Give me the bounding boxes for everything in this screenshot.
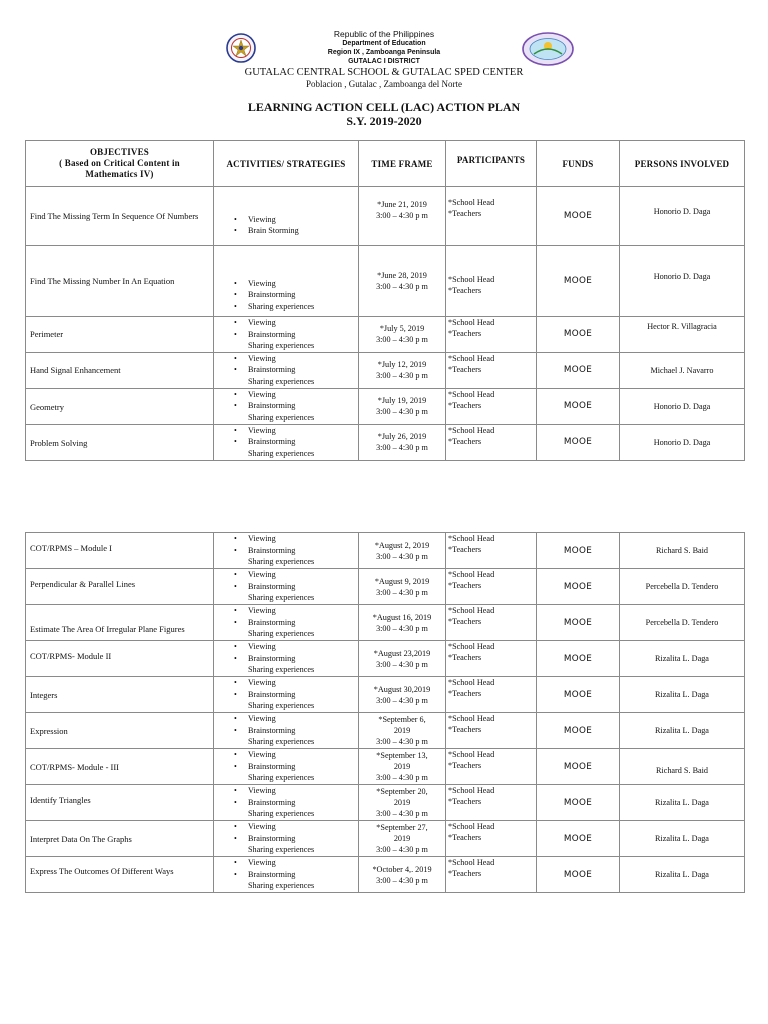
time-text: 3:00 – 4:30 p m	[376, 773, 428, 782]
time-text: 3:00 – 4:30 p m	[376, 335, 428, 345]
table-row	[26, 187, 745, 246]
time-text: 3:00 – 4:30 p m	[376, 875, 428, 885]
funds-cell: MOOE	[537, 785, 620, 821]
date-year-text: 2019	[393, 798, 411, 807]
activities-cell	[214, 785, 359, 821]
participants-cell	[446, 677, 537, 713]
participants-cell	[446, 424, 537, 460]
table-row	[26, 317, 745, 353]
participants-cell	[446, 533, 537, 569]
funds-cell: MOOE	[537, 677, 620, 713]
time-text: 3:00 – 4:30 p m	[376, 371, 428, 380]
activity-item: • Viewing	[248, 317, 358, 329]
objective-cell: Perimeter	[26, 317, 214, 353]
person-cell: Rizalita L. Daga	[620, 641, 745, 677]
date-text: *September 20,	[376, 787, 428, 796]
table-row	[26, 641, 745, 677]
table-header-row	[26, 141, 745, 187]
objective-cell: Geometry	[26, 388, 214, 424]
participants-cell	[446, 749, 537, 785]
person-cell: Honorio D. Daga	[620, 246, 745, 317]
activities-cell	[214, 641, 359, 677]
activities-cell	[214, 388, 359, 424]
activity-item: • Viewing	[248, 214, 358, 226]
activity-item: • Brainstorming	[248, 400, 358, 412]
activity-item: Sharing experiences	[248, 665, 315, 675]
objective-cell: COT/RPMS- Module II	[26, 641, 214, 677]
time-text: 3:00 – 4:30 p m	[376, 809, 428, 818]
participant-item: *Teachers	[448, 797, 482, 806]
objective-cell: Find The Missing Number In An Equation	[26, 246, 214, 317]
funds-cell: MOOE	[537, 857, 620, 893]
participant-item: *School Head	[448, 425, 495, 435]
participant-item: *School Head	[448, 678, 495, 687]
activity-item: • Brainstorming	[248, 761, 358, 773]
participants-cell	[446, 857, 537, 893]
table-row	[26, 785, 745, 821]
date-year-text: 2019	[393, 834, 411, 843]
funds-cell: MOOE	[537, 641, 620, 677]
funds-cell: MOOE	[537, 352, 620, 388]
funds-cell: MOOE	[537, 424, 620, 460]
person-cell: Rizalita L. Daga	[620, 857, 745, 893]
activity-item: • Brainstorming	[248, 364, 358, 376]
time-text: 3:00 – 4:30 p m	[376, 211, 428, 220]
participant-item: *Teachers	[448, 329, 482, 338]
activity-item: • Brainstorming	[248, 545, 358, 557]
date-text: *September 27,	[376, 823, 428, 832]
republic-line: Republic of the Philippines	[333, 29, 435, 39]
time-frame-cell	[359, 821, 446, 857]
participant-item: *School Head	[448, 606, 495, 615]
participant-item: *School Head	[448, 750, 495, 759]
objective-cell: Find The Missing Term In Sequence Of Numbers	[26, 187, 214, 246]
objective-cell: Identify Triangles	[26, 785, 214, 821]
time-frame-cell	[359, 605, 446, 641]
date-text: *June 21, 2019	[377, 200, 427, 209]
table-row	[26, 533, 745, 569]
date-text: *June 28, 2019	[377, 271, 427, 280]
activity-item: Sharing experiences	[248, 809, 315, 819]
table-row	[26, 857, 745, 893]
objectives-header-label: OBJECTIVES	[89, 147, 150, 157]
action-plan-table-2	[25, 532, 745, 893]
participant-item: *School Head	[448, 642, 495, 651]
school-address: Poblacion , Gutalac , Zamboanga del Norte	[306, 79, 462, 89]
time-text: 3:00 – 4:30 p m	[376, 587, 428, 597]
date-text: *October 4,. 2019	[372, 864, 432, 874]
participant-item: *Teachers	[448, 286, 482, 295]
participant-item: *Teachers	[448, 209, 482, 218]
activities-cell	[214, 605, 359, 641]
activities-cell	[214, 317, 359, 353]
activity-item: • Viewing	[248, 641, 358, 653]
person-cell: Rizalita L. Daga	[620, 785, 745, 821]
objective-cell: Integers	[26, 677, 214, 713]
objective-cell: Expression	[26, 713, 214, 749]
funds-cell: MOOE	[537, 605, 620, 641]
person-cell: Richard S. Baid	[620, 533, 745, 569]
person-cell: Honorio D. Daga	[620, 388, 745, 424]
objective-cell: Estimate The Area Of Irregular Plane Figures	[26, 605, 214, 641]
person-cell: Richard S. Baid	[620, 749, 745, 785]
activity-item: Sharing experiences	[248, 557, 315, 567]
activity-item: Sharing experiences	[248, 701, 315, 711]
time-frame-header: TIME FRAME	[359, 141, 446, 187]
participant-item: *School Head	[448, 570, 495, 579]
activities-cell	[214, 424, 359, 460]
activity-item: • Brainstorming	[248, 329, 358, 341]
participant-item: *School Head	[448, 275, 495, 284]
person-cell: Percebella D. Tendero	[620, 569, 745, 605]
date-text: *July 5, 2019	[379, 324, 425, 334]
person-cell: Hector R. Villagracia	[620, 317, 745, 353]
activity-item: Sharing experiences	[248, 629, 315, 639]
funds-cell: MOOE	[537, 388, 620, 424]
persons-header: PERSONS INVOLVED	[620, 141, 745, 187]
activity-item: Sharing experiences	[248, 881, 315, 891]
activities-cell	[214, 857, 359, 893]
table-row	[26, 677, 745, 713]
funds-cell: MOOE	[537, 749, 620, 785]
activity-item: • Viewing	[248, 425, 358, 437]
activities-cell	[214, 749, 359, 785]
objective-cell: Express The Outcomes Of Different Ways	[26, 857, 214, 893]
activity-item: Sharing experiences	[248, 773, 315, 783]
objective-cell: Interpret Data On The Graphs	[26, 821, 214, 857]
participants-cell	[446, 821, 537, 857]
school-year: S.Y. 2019-2020	[346, 114, 422, 128]
person-cell: Rizalita L. Daga	[620, 677, 745, 713]
participants-cell	[446, 317, 537, 353]
document-title: LEARNING ACTION CELL (LAC) ACTION PLAN	[247, 100, 521, 114]
table-row	[26, 605, 745, 641]
activities-cell	[214, 246, 359, 317]
department-line: Department of Education	[342, 40, 426, 47]
activity-item: • Viewing	[248, 749, 358, 761]
participants-header: PARTICIPANTS	[446, 141, 537, 187]
district-line: GUTALAC I DISTRICT	[348, 58, 420, 65]
activity-item: • Viewing	[248, 713, 358, 725]
table-row	[26, 713, 745, 749]
time-frame-cell	[359, 424, 446, 460]
person-cell: Rizalita L. Daga	[620, 821, 745, 857]
activity-item: • Viewing	[248, 857, 358, 869]
table-row	[26, 246, 745, 317]
participant-item: *Teachers	[448, 436, 482, 446]
activities-header: ACTIVITIES/ STRATEGIES	[214, 141, 359, 187]
date-text: *August 23,2019	[373, 648, 431, 658]
participants-cell	[446, 352, 537, 388]
participant-item: *Teachers	[448, 545, 482, 554]
date-text: *August 9, 2019	[374, 576, 430, 586]
person-cell: Michael J. Navarro	[620, 352, 745, 388]
activity-item: • Viewing	[248, 785, 358, 797]
participant-item: *Teachers	[448, 869, 482, 878]
participants-cell	[446, 713, 537, 749]
funds-cell: MOOE	[537, 713, 620, 749]
participant-item: *School Head	[448, 786, 495, 795]
person-cell: Honorio D. Daga	[620, 424, 745, 460]
objective-cell: COT/RPMS – Module I	[26, 533, 214, 569]
participant-item: *School Head	[448, 389, 495, 399]
participant-item: *Teachers	[448, 400, 482, 410]
time-frame-cell	[359, 317, 446, 353]
time-frame-cell	[359, 785, 446, 821]
date-text: *September 13,	[376, 751, 428, 760]
activities-cell	[214, 569, 359, 605]
action-plan-table-1	[25, 140, 745, 461]
participant-item: *School Head	[448, 534, 495, 543]
participants-cell	[446, 388, 537, 424]
person-cell: Rizalita L. Daga	[620, 713, 745, 749]
person-cell: Percebella D. Tendero	[620, 605, 745, 641]
date-year-text: 2019	[393, 762, 411, 771]
activity-item: • Viewing	[248, 353, 358, 365]
activity-item: • Brainstorming	[248, 833, 358, 845]
time-frame-cell	[359, 569, 446, 605]
activity-item: • Sharing experiences	[248, 301, 358, 313]
activities-cell	[214, 187, 359, 246]
table-row	[26, 388, 745, 424]
time-frame-cell	[359, 713, 446, 749]
time-frame-cell	[359, 749, 446, 785]
participants-cell	[446, 785, 537, 821]
time-text: 3:00 – 4:30 p m	[376, 551, 428, 561]
funds-cell: MOOE	[537, 569, 620, 605]
activity-item: • Viewing	[248, 677, 358, 689]
participant-item: *School Head	[448, 714, 495, 723]
participant-item: *Teachers	[448, 653, 482, 662]
table-row	[26, 749, 745, 785]
activity-item: Sharing experiences	[248, 448, 315, 458]
time-frame-cell	[359, 246, 446, 317]
date-text: *August 16, 2019	[372, 612, 432, 622]
activities-cell	[214, 677, 359, 713]
activities-cell	[214, 713, 359, 749]
activity-item: • Viewing	[248, 278, 358, 290]
activity-item: • Viewing	[248, 389, 358, 401]
activity-item: • Brainstorming	[248, 869, 358, 881]
objectives-header-sub: ( Based on Critical Content in Mathematics IV)	[59, 158, 180, 179]
objective-cell: Problem Solving	[26, 424, 214, 460]
objective-cell: Perpendicular & Parallel Lines	[26, 569, 214, 605]
activity-item: Sharing experiences	[248, 341, 315, 350]
activity-item: • Viewing	[248, 569, 358, 581]
activity-item: • Viewing	[248, 821, 358, 833]
time-frame-cell	[359, 388, 446, 424]
activity-item: Sharing experiences	[248, 737, 315, 747]
date-text: *August 2, 2019	[374, 540, 430, 550]
time-frame-cell	[359, 533, 446, 569]
time-text: 3:00 – 4:30 p m	[376, 443, 428, 452]
activity-item: Sharing experiences	[248, 412, 315, 422]
activity-item: • Brainstorming	[248, 653, 358, 665]
person-cell: Honorio D. Daga	[620, 187, 745, 246]
date-text: *July 26, 2019	[377, 432, 427, 441]
participant-item: *School Head	[448, 858, 495, 867]
table-row	[26, 352, 745, 388]
funds-cell: MOOE	[537, 317, 620, 353]
date-text: *September 6,	[378, 715, 426, 724]
activity-item: Sharing experiences	[248, 593, 315, 603]
activity-item: • Brainstorming	[248, 289, 358, 301]
activity-item: Sharing experiences	[248, 376, 315, 386]
objective-cell: Hand Signal Enhancement	[26, 352, 214, 388]
date-text: *August 30,2019	[373, 684, 431, 694]
activity-item: • Viewing	[248, 605, 358, 617]
time-text: 3:00 – 4:30 p m	[376, 623, 428, 633]
participants-cell	[446, 569, 537, 605]
time-frame-cell	[359, 857, 446, 893]
table-row	[26, 821, 745, 857]
activities-cell	[214, 533, 359, 569]
activity-item: • Brainstorming	[248, 689, 358, 701]
time-frame-cell	[359, 187, 446, 246]
date-text: *July 19, 2019	[377, 396, 427, 405]
time-text: 3:00 – 4:30 p m	[376, 737, 428, 746]
activity-item: • Brain Storming	[248, 225, 358, 237]
objective-cell: COT/RPMS- Module - III	[26, 749, 214, 785]
participants-cell	[446, 187, 537, 246]
activity-item: • Brainstorming	[248, 581, 358, 593]
time-text: 3:00 – 4:30 p m	[376, 659, 428, 669]
participants-cell	[446, 246, 537, 317]
participant-item: *Teachers	[448, 617, 482, 626]
participant-item: *Teachers	[448, 581, 482, 590]
date-text: *July 12, 2019	[377, 360, 427, 369]
activity-item: • Viewing	[248, 533, 358, 545]
time-frame-cell	[359, 677, 446, 713]
participant-item: *Teachers	[448, 364, 482, 374]
participant-item: *School Head	[448, 318, 495, 327]
table-row	[26, 424, 745, 460]
time-frame-cell	[359, 641, 446, 677]
participant-item: *School Head	[448, 198, 495, 207]
time-text: 3:00 – 4:30 p m	[376, 695, 428, 705]
school-name: GUTALAC CENTRAL SCHOOL & GUTALAC SPED CENTER	[244, 67, 524, 78]
funds-cell: MOOE	[537, 821, 620, 857]
participants-cell	[446, 605, 537, 641]
date-year-text: 2019	[393, 726, 411, 735]
participant-item: *School Head	[448, 353, 495, 363]
participant-item: *Teachers	[448, 761, 482, 770]
activity-item: • Brainstorming	[248, 617, 358, 629]
activity-item: • Brainstorming	[248, 725, 358, 737]
activity-item: • Brainstorming	[248, 797, 358, 809]
funds-header: FUNDS	[537, 141, 620, 187]
time-text: 3:00 – 4:30 p m	[376, 407, 428, 416]
activities-cell	[214, 821, 359, 857]
table-row	[26, 569, 745, 605]
participant-item: *Teachers	[448, 833, 482, 842]
participant-item: *School Head	[448, 822, 495, 831]
activity-item: Sharing experiences	[248, 845, 315, 855]
funds-cell: MOOE	[537, 187, 620, 246]
participant-item: *Teachers	[448, 725, 482, 734]
participant-item: *Teachers	[448, 689, 482, 698]
funds-cell: MOOE	[537, 533, 620, 569]
time-text: 3:00 – 4:30 p m	[376, 845, 428, 854]
participants-cell	[446, 641, 537, 677]
time-text: 3:00 – 4:30 p m	[376, 282, 428, 291]
time-frame-cell	[359, 352, 446, 388]
activities-cell	[214, 352, 359, 388]
activity-item: • Brainstorming	[248, 436, 358, 448]
funds-cell: MOOE	[537, 246, 620, 317]
region-line: Region IX , Zamboanga Peninsula	[327, 49, 441, 56]
objectives-header	[26, 141, 214, 187]
